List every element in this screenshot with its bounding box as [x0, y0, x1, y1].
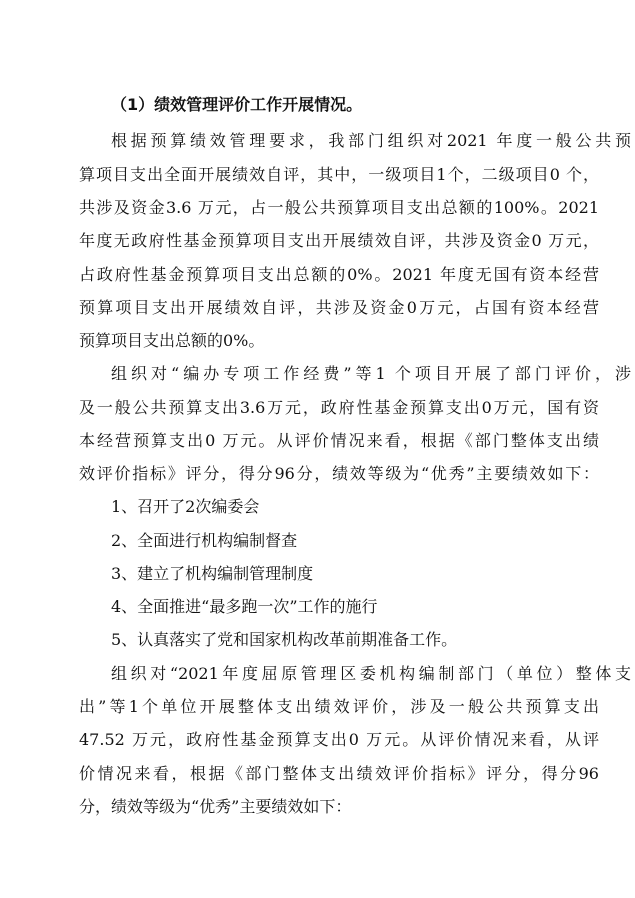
paragraph-line: 分，绩效等级为“优秀”主要绩效如下： — [79, 797, 352, 816]
list-item: 3、建立了机构编制管理制度 — [111, 564, 314, 583]
paragraph-line: 效评价指标》评分，得分96分，绩效等级为“优秀”主要绩效如下： — [79, 464, 599, 483]
paragraph-line: 根据预算绩效管理要求，我部门组织对2021 年度一般公共预 — [111, 131, 631, 150]
paragraph-line: 组织对“编办专项工作经费”等1 个项目开展了部门评价，涉 — [111, 364, 631, 383]
paragraph-line: 及一般公共预算支出3.6万元，政府性基金预算支出0万元，国有资 — [79, 398, 599, 417]
section-heading: （1）绩效管理评价工作开展情况。 — [111, 95, 363, 114]
paragraph-line: 年度无政府性基金预算项目支出开展绩效自评，共涉及资金0 万元， — [79, 231, 599, 250]
paragraph-line: 本经营预算支出0 万元。从评价情况来看，根据《部门整体支出绩 — [79, 431, 599, 450]
paragraph-line: 算项目支出全面开展绩效自评，其中，一级项目1个，二级项目0 个， — [79, 165, 599, 184]
list-item: 1、召开了2次编委会 — [111, 497, 260, 516]
list-item: 5、认真落实了党和国家机构改革前期准备工作。 — [111, 630, 458, 649]
paragraph-line: 预算项目支出开展绩效自评，共涉及资金0万元，占国有资本经营 — [79, 298, 599, 317]
paragraph-line: 出”等1个单位开展整体支出绩效评价，涉及一般公共预算支出 — [79, 697, 599, 716]
list-item: 2、全面进行机构编制督查 — [111, 531, 298, 550]
paragraph-line: 共涉及资金3.6 万元，占一般公共预算项目支出总额的100%。2021 — [79, 198, 599, 217]
list-item: 4、全面推进“最多跑一次”工作的施行 — [111, 597, 378, 616]
paragraph-line: 47.52 万元，政府性基金预算支出0 万元。从评价情况来看，从评 — [79, 730, 599, 749]
paragraph-line: 预算项目支出总额的0%。 — [79, 331, 265, 350]
paragraph-line: 价情况来看，根据《部门整体支出绩效评价指标》评分，得分96 — [79, 764, 599, 783]
paragraph-line: 组织对“2021年度屈原管理区委机构编制部门（单位）整体支 — [111, 664, 631, 683]
paragraph-line: 占政府性基金预算项目支出总额的0%。2021 年度无国有资本经营 — [79, 265, 599, 284]
